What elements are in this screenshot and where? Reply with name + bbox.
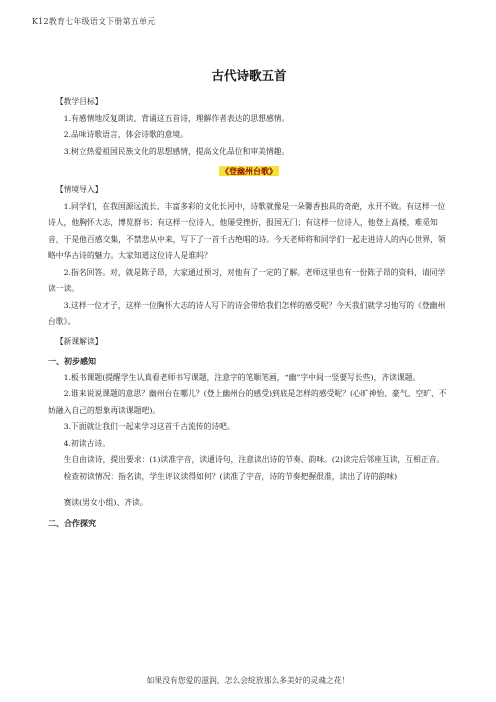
- lesson-paragraph: 2.谁来说说课题的意思？幽州台在哪儿？(登上幽州台的感受)到底是怎样的感受呢？(心旷神怡、豪气、空旷、不妨融入自己的想象再读课题吧)。: [48, 389, 447, 415]
- lesson-paragraph: 赛读(男女小组)、齐读。: [63, 498, 148, 507]
- poem-title-text: 《登幽州台歌》: [221, 166, 277, 176]
- intro-paragraph: 2.指名回答。对，就是陈子昂，大家通过预习，对他有了一定的了解。老师这里也有一份陈子昂的资料，请同学读一读。: [48, 267, 446, 293]
- lesson-heading: 【新课解读】: [55, 336, 103, 346]
- objectives-heading: 【教学目标】: [55, 97, 103, 106]
- document-body: [48, 66, 450, 531]
- lesson-paragraph: 生自由读诗，提出要求：(1)读准字音，读通诗句，注意读出诗的节奏、韵味。(2)读完后邻座互读，互相正音。: [63, 455, 445, 464]
- lesson-paragraph: 检查初读情况：指名读，学生评议读得如何？(读准了字音，诗的节奏把握很准，读出了诗的韵味): [63, 471, 398, 481]
- document-title: 古代诗歌五首: [211, 68, 287, 83]
- intro-heading: 【情境导入】: [55, 185, 103, 194]
- part2-heading: 二、合作探究: [48, 517, 96, 528]
- intro-paragraph: 1.同学们，在我国源远流长、丰富多彩的文化长河中，诗歌就像是一朵馨香独具的奇葩，永开不败。有这样一位诗人，他胸怀大志，博览群书；有这样一位诗人，他屡受挫折，报国无门；有这样一位诗人，他登上高楼，难觅知音，于是他百感交集，不禁悲从中来，写下了一首千古绝唱的诗。今天老师将和同学们一起走进诗人的内心世界，领略中华古诗的魅力。大家知道这位诗人是谁吗？: [48, 201, 446, 260]
- page-header: K12教育七年级语文下册第五单元: [32, 17, 156, 26]
- objective-item: 3.树立热爱祖国民族文化的思想感情，提高文化品位和审美情趣。: [63, 146, 290, 156]
- lesson-paragraph: 3.下面就让我们一起来学习这首千古流传的诗吧。: [63, 422, 235, 431]
- page-footer: 如果没有您爱的滋润，怎么会绽放那么多美好的灵魂之花！: [146, 676, 350, 685]
- lesson-paragraph: 4.初读古诗。: [63, 438, 111, 448]
- part1-heading: 一、初步感知: [48, 356, 96, 366]
- objective-item: 1.有感情地反复朗读、背诵这五首诗，理解作者表达的思想感情。: [63, 113, 290, 123]
- poem-title: [48, 163, 450, 179]
- objective-item: 2.品味诗歌语言，体会诗歌的意境。: [63, 130, 188, 139]
- lesson-paragraph: 1.板书课题(提醒学生认真看老师书写课题，注意字的笔顺笔画，“幽”字中间一竖要写长些)，齐读课题。: [63, 372, 421, 382]
- intro-paragraph: 3.这样一位才子，这样一位胸怀大志的诗人写下的诗会带给我们怎样的感受呢？今天我们就学习他写的《登幽州台歌》。: [48, 300, 446, 326]
